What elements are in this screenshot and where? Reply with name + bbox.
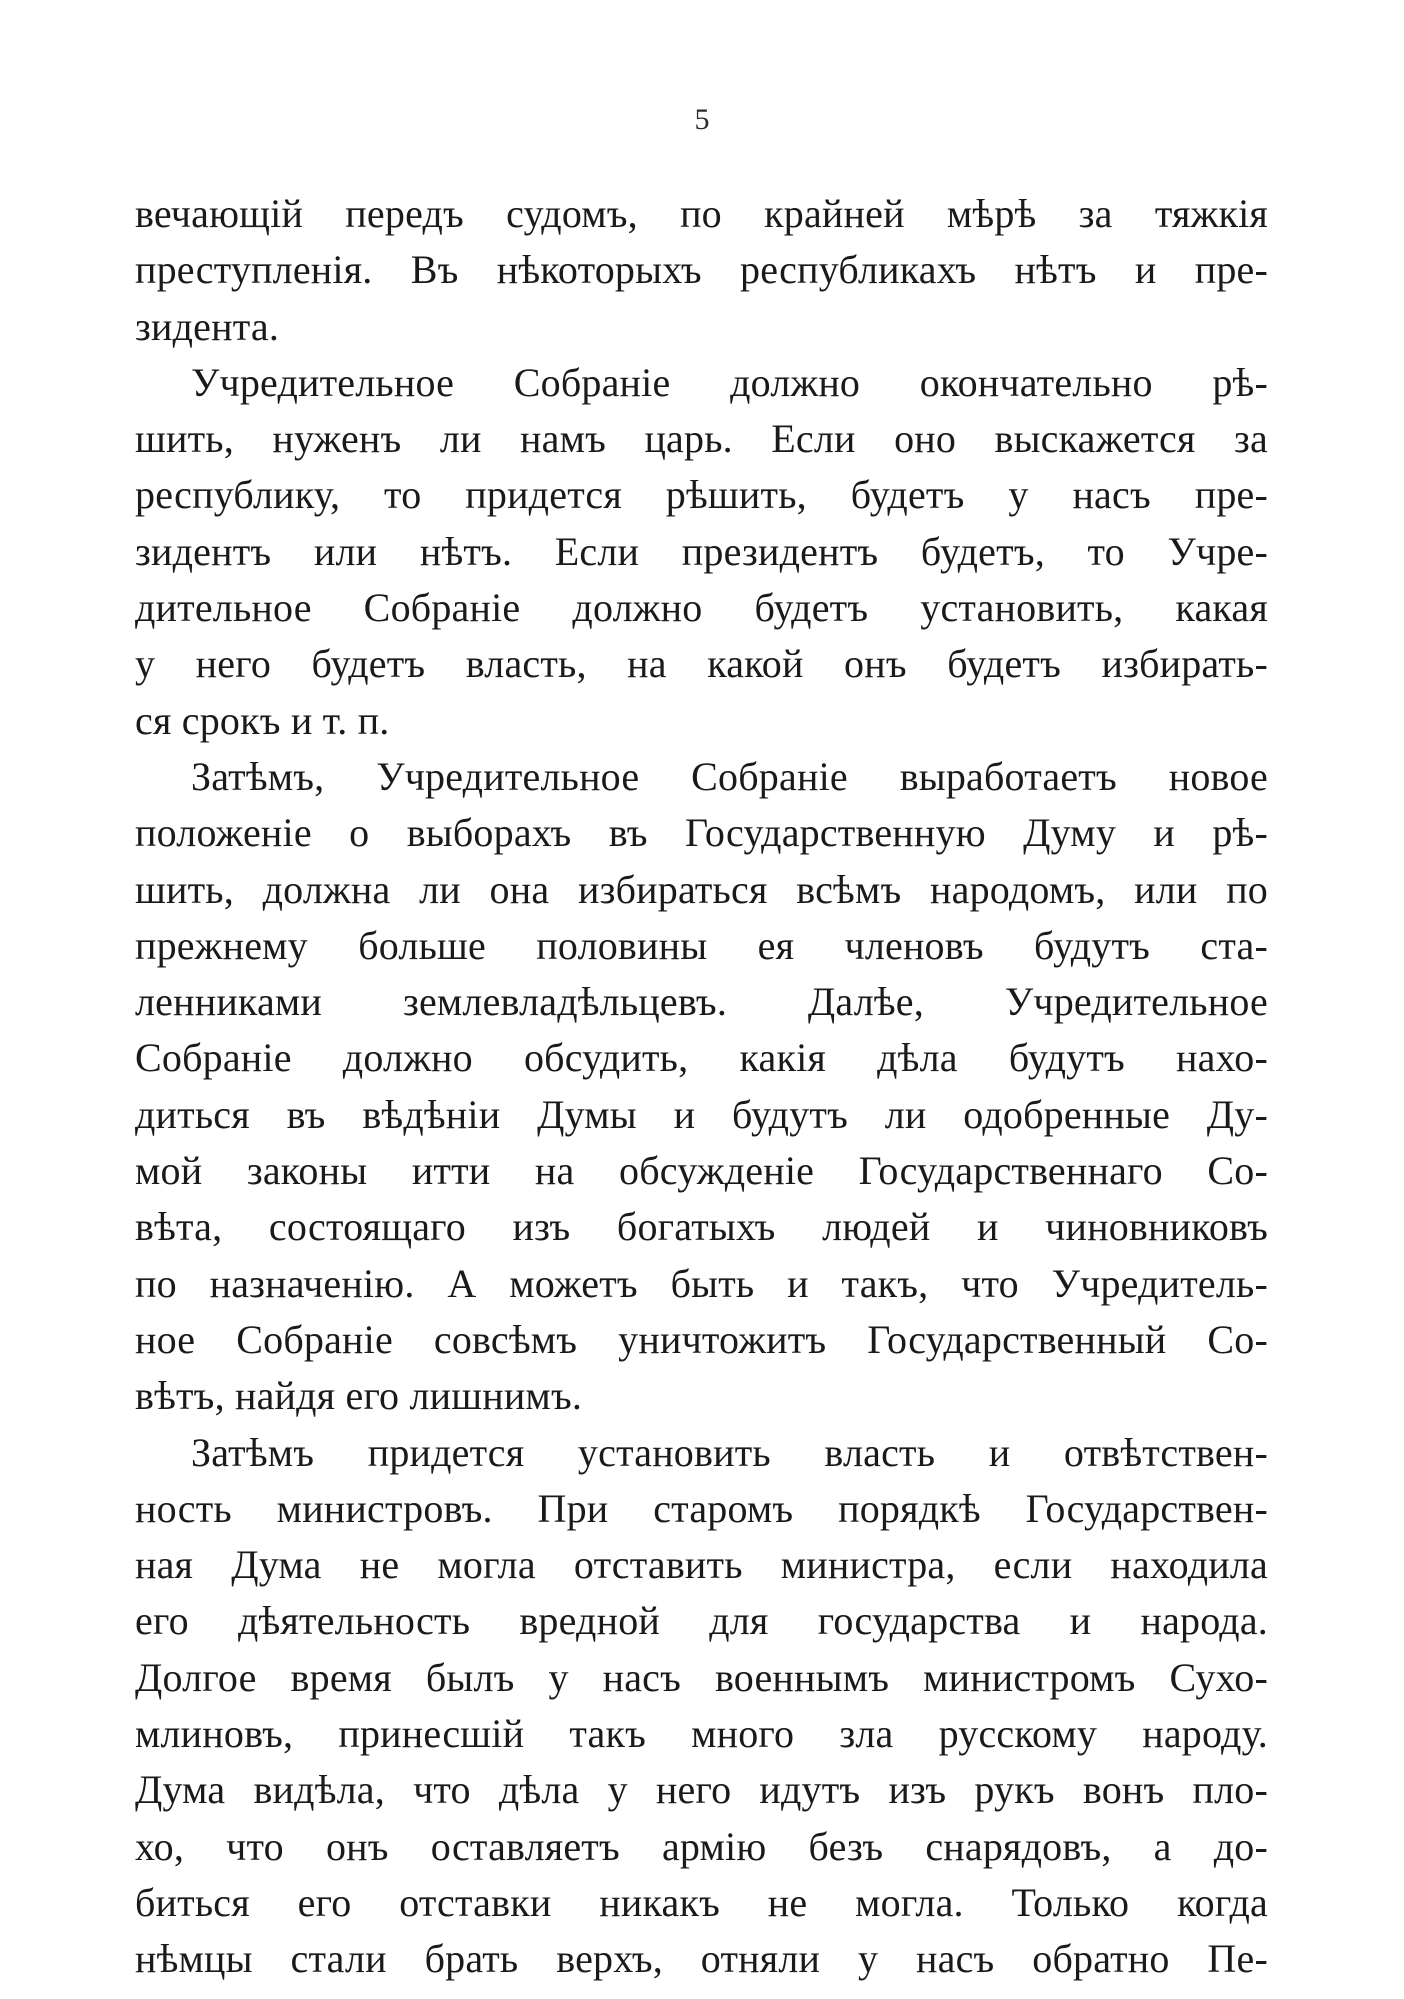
text-line: шить, должна ли она избираться всѣмъ народомъ, или по xyxy=(135,866,1268,912)
text-line: зидента. xyxy=(135,303,280,349)
body-text xyxy=(135,186,1268,1988)
text-line: положеніе о выборахъ въ Государственную Думу и рѣ- xyxy=(135,810,1268,856)
text-line: республику, то придется рѣшить, будетъ у насъ пре- xyxy=(135,472,1268,518)
text-line: Собраніе должно обсудить, какія дѣла будутъ нахо- xyxy=(135,1035,1268,1081)
text-line: мой законы итти на обсужденіе Государственнаго Со- xyxy=(135,1148,1268,1194)
text-line: прежнему больше половины ея членовъ будутъ ста- xyxy=(135,922,1268,968)
text-line: по назначенію. А можетъ быть и такъ, что Учредитель- xyxy=(135,1260,1268,1306)
text-line: ность министровъ. При старомъ порядкѣ Государствен- xyxy=(135,1485,1268,1531)
text-line: Дума видѣла, что дѣла у него идутъ изъ рукъ вонъ пло- xyxy=(135,1767,1268,1813)
text-line: млиновъ, принесшій такъ много зла русскому народу. xyxy=(135,1711,1268,1757)
text-line: у него будетъ власть, на какой онъ будетъ избирать- xyxy=(135,641,1268,687)
text-line: вечающій передъ судомъ, по крайней мѣрѣ за тяжкія xyxy=(135,191,1268,236)
text-line: шить, нуженъ ли намъ царь. Если оно выскажется за xyxy=(135,416,1268,462)
text-line: биться его отставки никакъ не могла. Только когда xyxy=(135,1879,1268,1925)
text-line: Затѣмъ, Учредительное Собраніе выработаетъ новое xyxy=(191,753,1268,799)
text-line: дительное Собраніе должно будетъ установить, какая xyxy=(135,585,1268,631)
text-line: преступленія. Въ нѣкоторыхъ республикахъ нѣтъ и пре- xyxy=(135,247,1268,293)
text-line: ное Собраніе совсѣмъ уничтожитъ Государственный Со- xyxy=(135,1316,1268,1362)
text-line: его дѣятельность вредной для государства и народа. xyxy=(135,1598,1268,1644)
text-line: Учредительное Собраніе должно окончательно рѣ- xyxy=(191,359,1268,405)
text-line: ленниками землевладѣльцевъ. Далѣе, Учредительное xyxy=(135,979,1268,1025)
text-line: Затѣмъ придется установить власть и отвѣтствен- xyxy=(191,1429,1268,1475)
text-line: вѣта, состоящаго изъ богатыхъ людей и чиновниковъ xyxy=(135,1204,1268,1250)
text-line: вѣтъ, найдя его лишнимъ. xyxy=(135,1373,583,1419)
text-line: зидентъ или нѣтъ. Если президентъ будетъ, то Учре- xyxy=(135,528,1268,574)
text-line: хо, что онъ оставляетъ армію безъ снарядовъ, а до- xyxy=(135,1823,1268,1869)
text-line: нѣмцы стали брать верхъ, отняли у насъ обратно Пе- xyxy=(135,1936,1268,1982)
text-line: ная Дума не могла отставить министра, если находила xyxy=(135,1542,1268,1588)
page-number: 5 xyxy=(694,103,710,136)
text-line: диться въ вѣдѣніи Думы и будутъ ли одобренные Ду- xyxy=(135,1091,1268,1137)
text-line: Долгое время былъ у насъ военнымъ министромъ Сухо- xyxy=(135,1654,1268,1700)
text-line: ся срокъ и т. п. xyxy=(135,697,390,743)
